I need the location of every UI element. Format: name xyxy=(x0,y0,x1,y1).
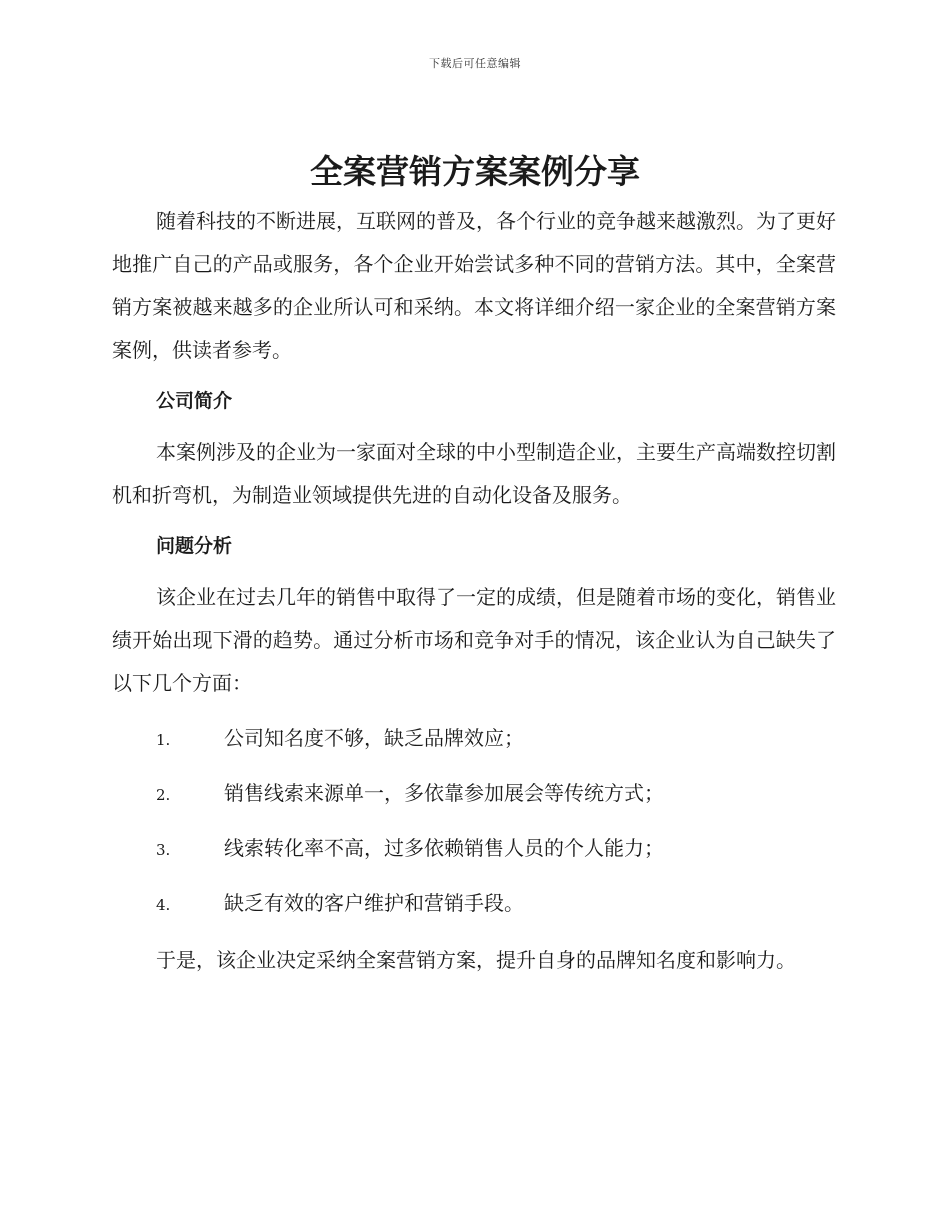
list-item xyxy=(112,827,836,882)
list-item-text: 公司知名度不够，缺乏品牌效应； xyxy=(224,726,524,750)
closing-paragraph: 于是，该企业决定采纳全案营销方案，提升自身的品牌知名度和影响力。 xyxy=(156,948,796,972)
list-item-text: 销售线索来源单一，多依靠参加展会等传统方式； xyxy=(224,781,664,805)
list-item-number: 4. xyxy=(156,896,171,914)
document-body xyxy=(112,200,836,982)
list-item-number: 1. xyxy=(156,731,171,749)
problem-list xyxy=(112,717,836,937)
list-item-text: 缺乏有效的客户维护和营销手段。 xyxy=(224,891,524,915)
intro-paragraph: 随着科技的不断进展，互联网的普及，各个行业的竞争越来越激烈。为了更好地推广自己的产品或服务，各个企业开始尝试多种不同的营销方法。其中，全案营销方案被越来越多的企业所认可和采纳。本文将详细介绍一家企业的全案营销方案案例，供读者参考。 xyxy=(112,209,836,362)
company-paragraph: 本案例涉及的企业为一家面对全球的中小型制造企业，主要生产高端数控切割机和折弯机，为制造业领域提供先进的自动化设备及服务。 xyxy=(112,440,836,507)
list-item xyxy=(112,882,836,937)
list-item-text: 线索转化率不高，过多依赖销售人员的个人能力； xyxy=(224,836,664,860)
list-item xyxy=(112,772,836,827)
header-note: 下载后可任意编辑 xyxy=(429,57,521,70)
document-title: 全案营销方案案例分享 xyxy=(310,152,640,191)
section-heading-problem: 问题分析 xyxy=(156,535,233,557)
list-item xyxy=(112,717,836,772)
problem-paragraph: 该企业在过去几年的销售中取得了一定的成绩，但是随着市场的变化，销售业绩开始出现下滑的趋势。通过分析市场和竞争对手的情况，该企业认为自己缺失了以下几个方面： xyxy=(112,585,836,695)
list-item-number: 3. xyxy=(156,841,171,859)
list-item-number: 2. xyxy=(156,786,171,804)
section-heading-company: 公司简介 xyxy=(156,390,233,412)
